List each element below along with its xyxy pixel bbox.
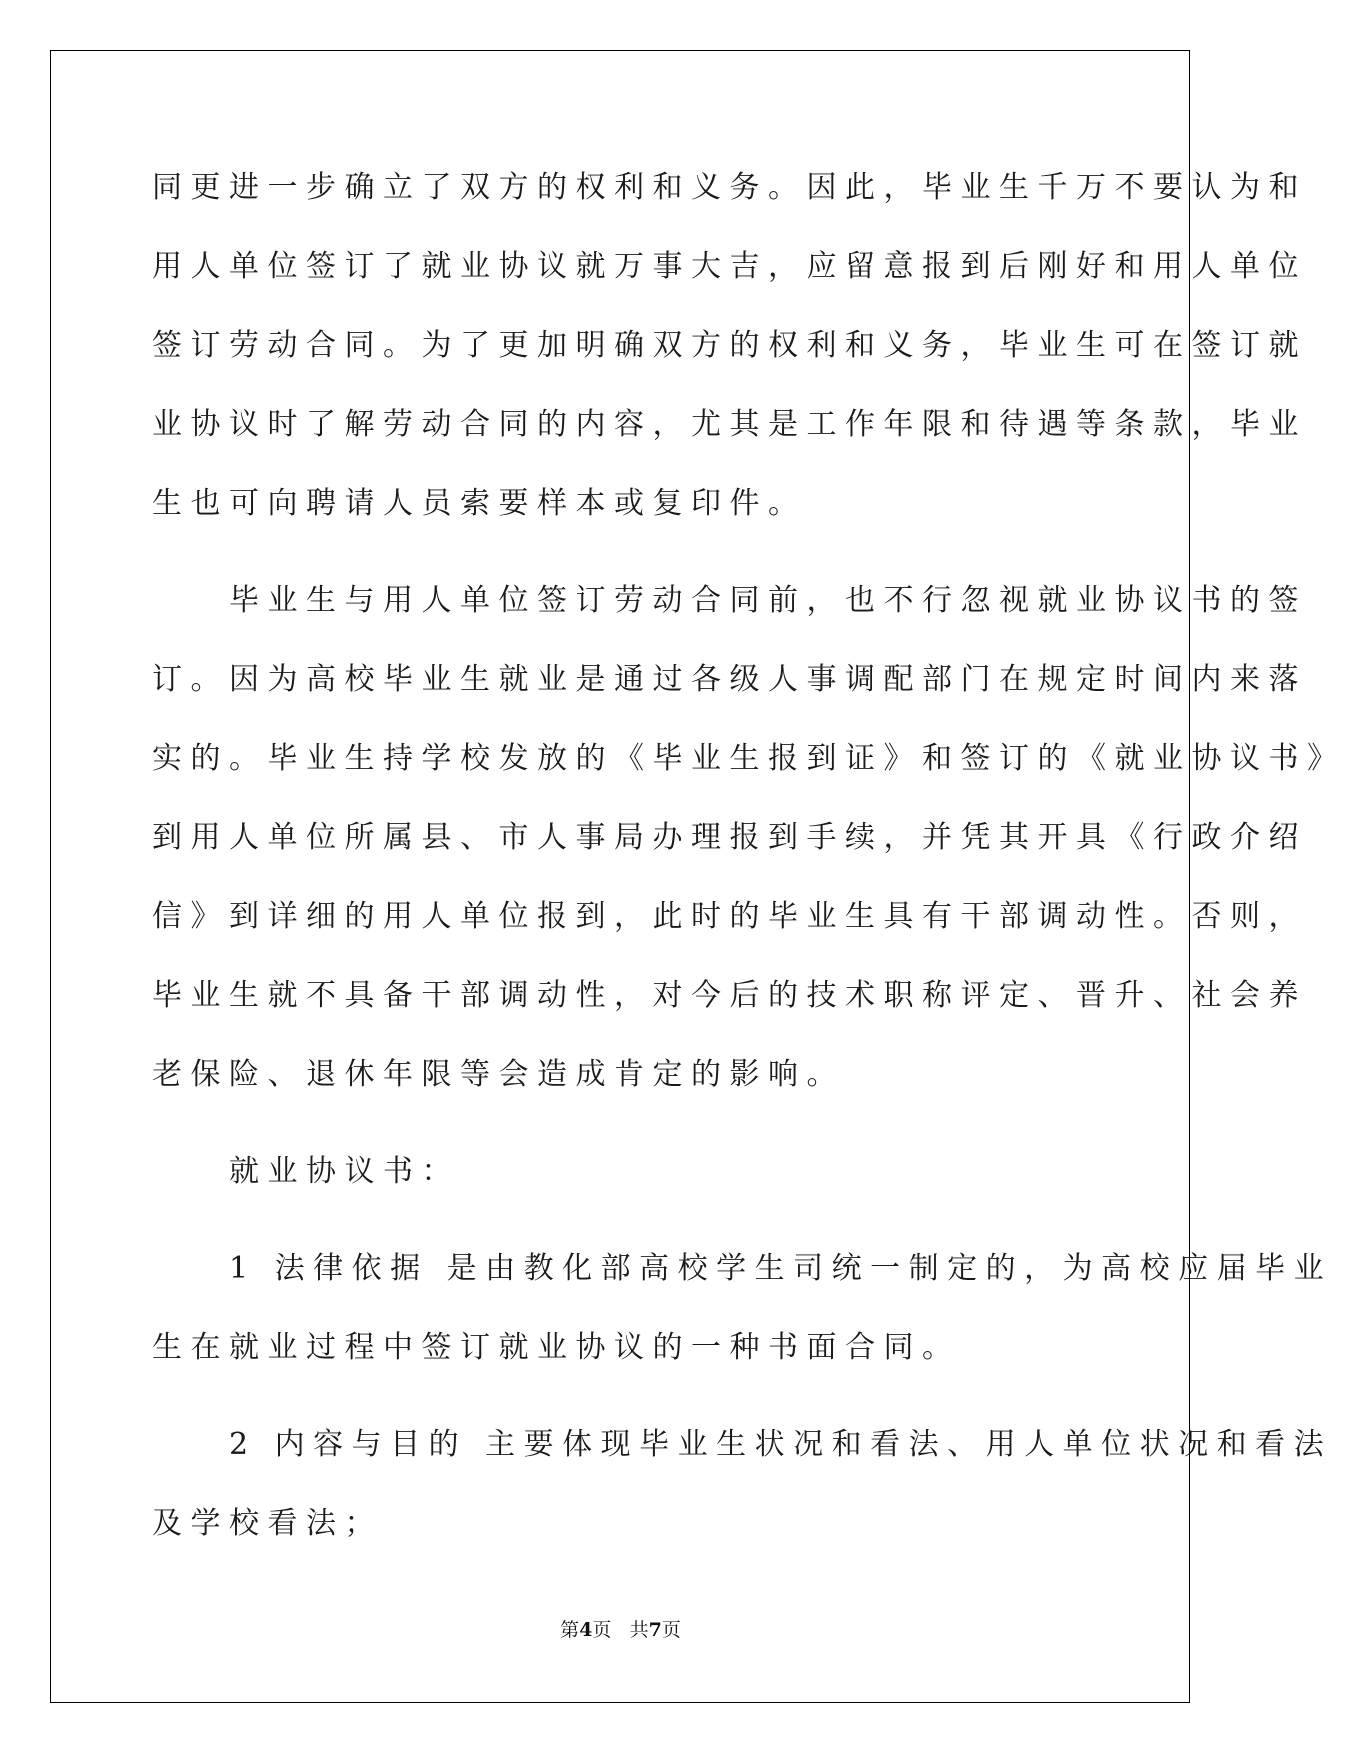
paragraph: [152, 1144, 1090, 1223]
text-line: 就业协议书：: [152, 1154, 460, 1189]
text-line: 及学校看法；: [152, 1506, 383, 1541]
text-line: 到用人单位所属县、市人事局办理报到手续，并凭其开具《行政介绍: [152, 820, 1307, 855]
paragraph: [152, 1417, 1333, 1575]
text-line: 毕业生与用人单位签订劳动合同前，也不行忽视就业协议书的签: [152, 583, 1307, 618]
text-line: 信》到详细的用人单位报到，此时的毕业生具有干部调动性。否则，: [152, 899, 1307, 934]
text-line: 用人单位签订了就业协议就万事大吉，应留意报到后刚好和用人单位: [152, 249, 1307, 284]
text-line: 实的。毕业生持学校发放的《毕业生报到证》和签订的《就业协议书》: [152, 741, 1346, 776]
paragraph: [152, 1241, 1333, 1399]
text-line: 签订劳动合同。为了更加明确双方的权利和义务，毕业生可在签订就: [152, 328, 1307, 363]
paragraph: [152, 160, 1307, 555]
text-line: 老保险、退休年限等会造成肯定的影响。: [152, 1057, 845, 1092]
footer-total-suffix: 页: [661, 1619, 681, 1641]
text-line: 同更进一步确立了双方的权利和义务。因此，毕业生千万不要认为和: [152, 170, 1307, 205]
footer-prefix: 第: [560, 1619, 580, 1641]
paragraph: [152, 573, 1346, 1126]
footer-total-prefix: 共: [629, 1619, 649, 1641]
text-line: 订。因为高校毕业生就业是通过各级人事调配部门在规定时间内来落: [152, 662, 1307, 697]
text-line: 2 内容与目的 主要体现毕业生状况和看法、用人单位状况和看法: [152, 1427, 1333, 1462]
text-line: 毕业生就不具备干部调动性，对今后的技术职称评定、晋升、社会养: [152, 978, 1307, 1013]
footer-page-suffix: 页: [592, 1619, 612, 1641]
current-page-number: 4: [579, 1619, 593, 1641]
text-line: 生在就业过程中签订就业协议的一种书面合同。: [152, 1330, 961, 1365]
document-body: [152, 160, 1346, 1575]
text-line: 业协议时了解劳动合同的内容，尤其是工作年限和待遇等条款，毕业: [152, 407, 1307, 442]
text-line: 1 法律依据 是由教化部高校学生司统一制定的，为高校应届毕业: [152, 1251, 1333, 1286]
text-line: 生也可向聘请人员索要样本或复印件。: [152, 486, 807, 521]
total-page-number: 7: [648, 1619, 662, 1641]
page-footer: [0, 1615, 1241, 1642]
